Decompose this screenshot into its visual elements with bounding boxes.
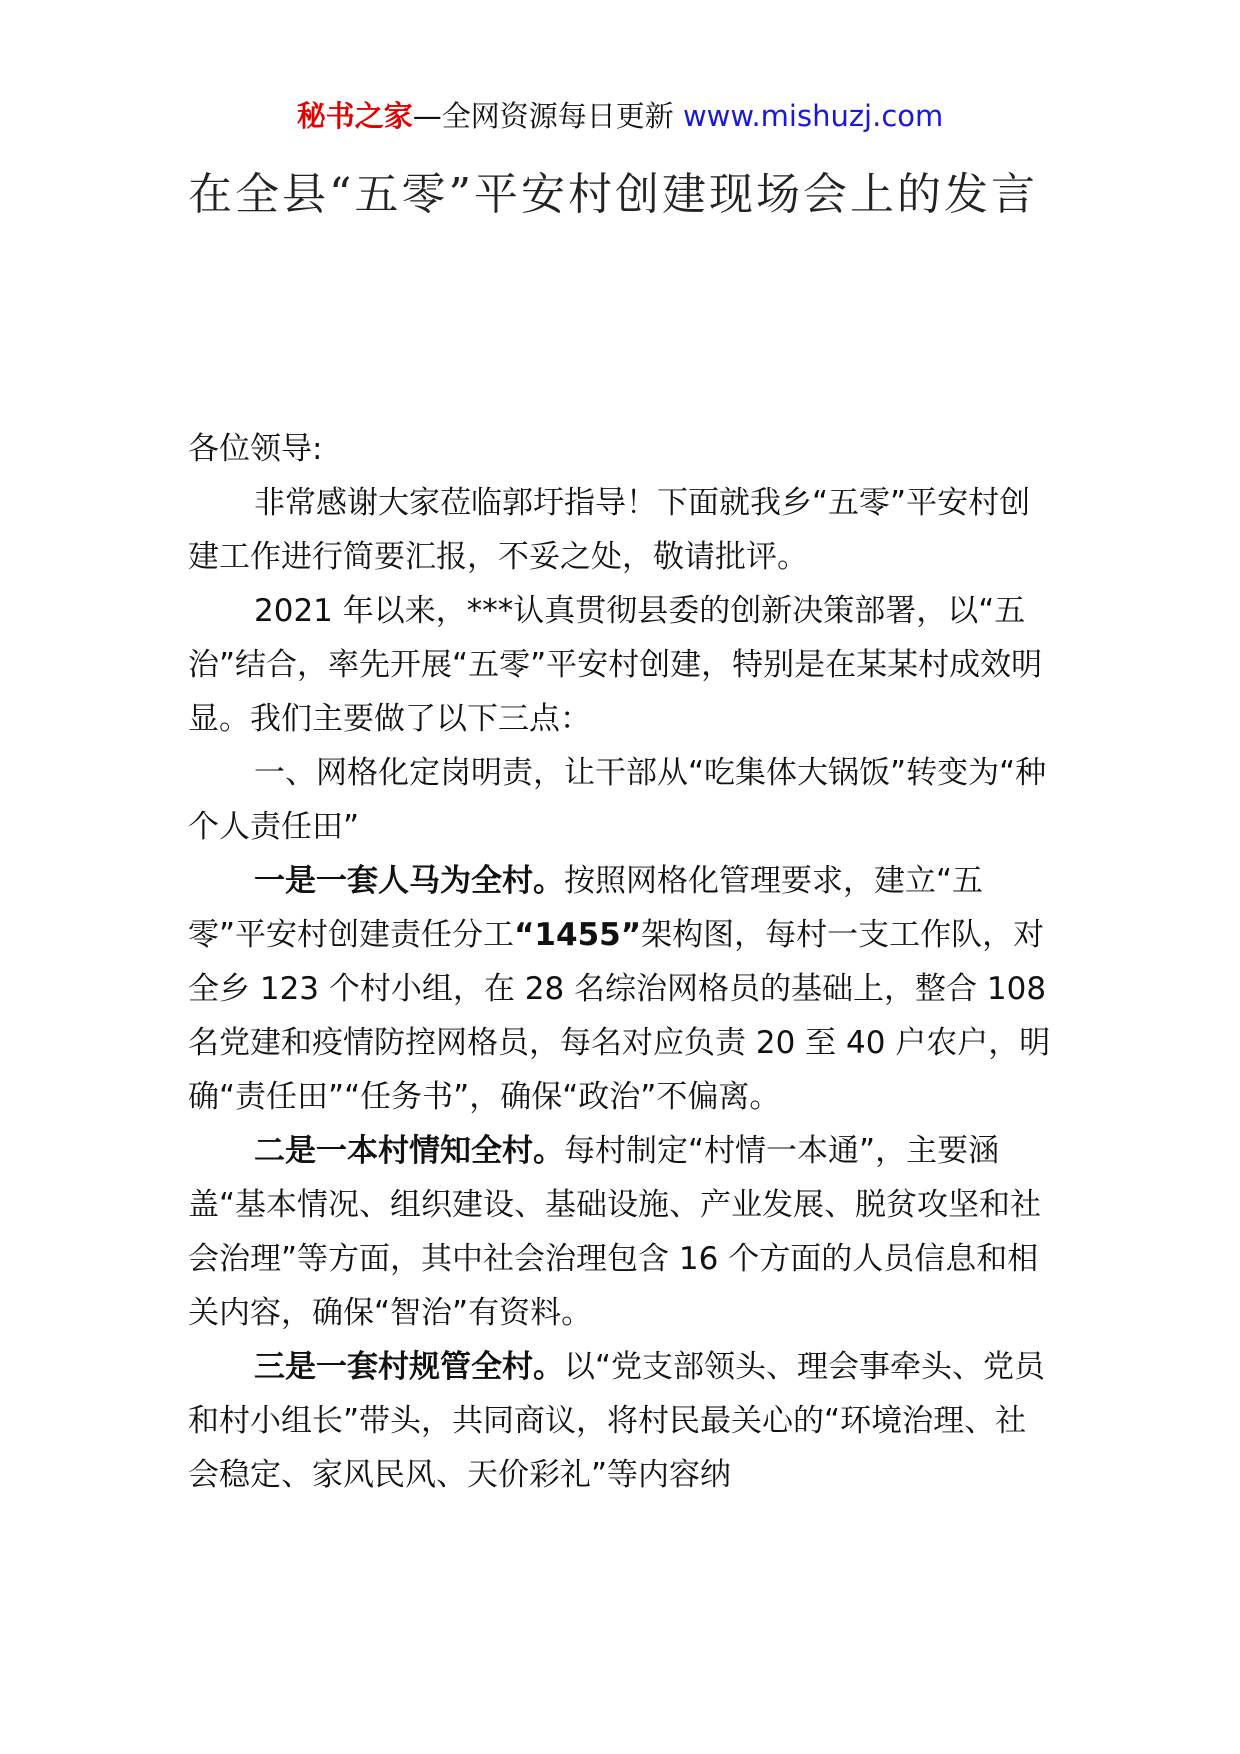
site-tagline: —全网资源每日更新 — [412, 99, 683, 133]
paragraph-intro-summary: 2021 年以来，***认真贯彻县委的创新决策部署，以“五治”结合，率先开展“五零”平安村创建，特别是在某某村成效明显。我们主要做了以下三点： — [188, 593, 1043, 737]
document-body — [188, 422, 1054, 1502]
item-2-text: 每村制定“村情一本通”，主要涵盖“基本情况、组织建设、基础设施、产业发展、脱贫攻坚和社会治理”等方面，其中社会治理包含 16 个方面的人员信息和相关内容，确保“智治”有资料。 — [188, 1133, 1042, 1331]
paragraph-item-3 — [188, 1340, 1054, 1502]
site-url-link[interactable]: www.mishuzj.com — [682, 99, 944, 133]
item-3-heading: 三是一套村规管全村。 — [254, 1349, 564, 1385]
greeting: 各位领导: — [188, 431, 323, 467]
item-1-text-a: 按照网格化管理要求，建立“五零”平安村创建责任分工 — [188, 863, 984, 953]
site-header — [0, 98, 1240, 134]
item-1-heading: 一是一套人马为全村。 — [254, 863, 564, 899]
document-title: 在全县“五零”平安村创建现场会上的发言 — [188, 169, 1038, 220]
section-heading-1: 一、网格化定岗明责，让干部从“吃集体大锅饭”转变为“种个人责任田” — [188, 755, 1047, 845]
item-1-text-b: 架构图，每村一支工作队，对全乡 123 个村小组，在 28 名综治网格员的基础上，整合 108 名党建和疫情防控网格员，每名对应负责 20 至 40 户农户，明确“责任田”“任务书”，确保“政治”不偏离。 — [188, 917, 1051, 1115]
item-2-heading: 二是一本村情知全村。 — [254, 1133, 564, 1169]
site-brand: 秘书之家 — [296, 99, 413, 133]
paragraph-item-2 — [188, 1124, 1054, 1340]
paragraph-item-1 — [188, 854, 1054, 1124]
item-1-code: “1455” — [514, 917, 642, 953]
item-3-text: 以“党支部领头、理会事牵头、党员和村小组长”带头，共同商议，将村民最关心的“环境治理、社会稳定、家风民风、天价彩礼”等内容纳 — [188, 1349, 1046, 1493]
paragraph-intro-thanks: 非常感谢大家莅临郭圩指导！下面就我乡“五零”平安村创建工作进行简要汇报，不妥之处，敬请批评。 — [188, 485, 1031, 575]
